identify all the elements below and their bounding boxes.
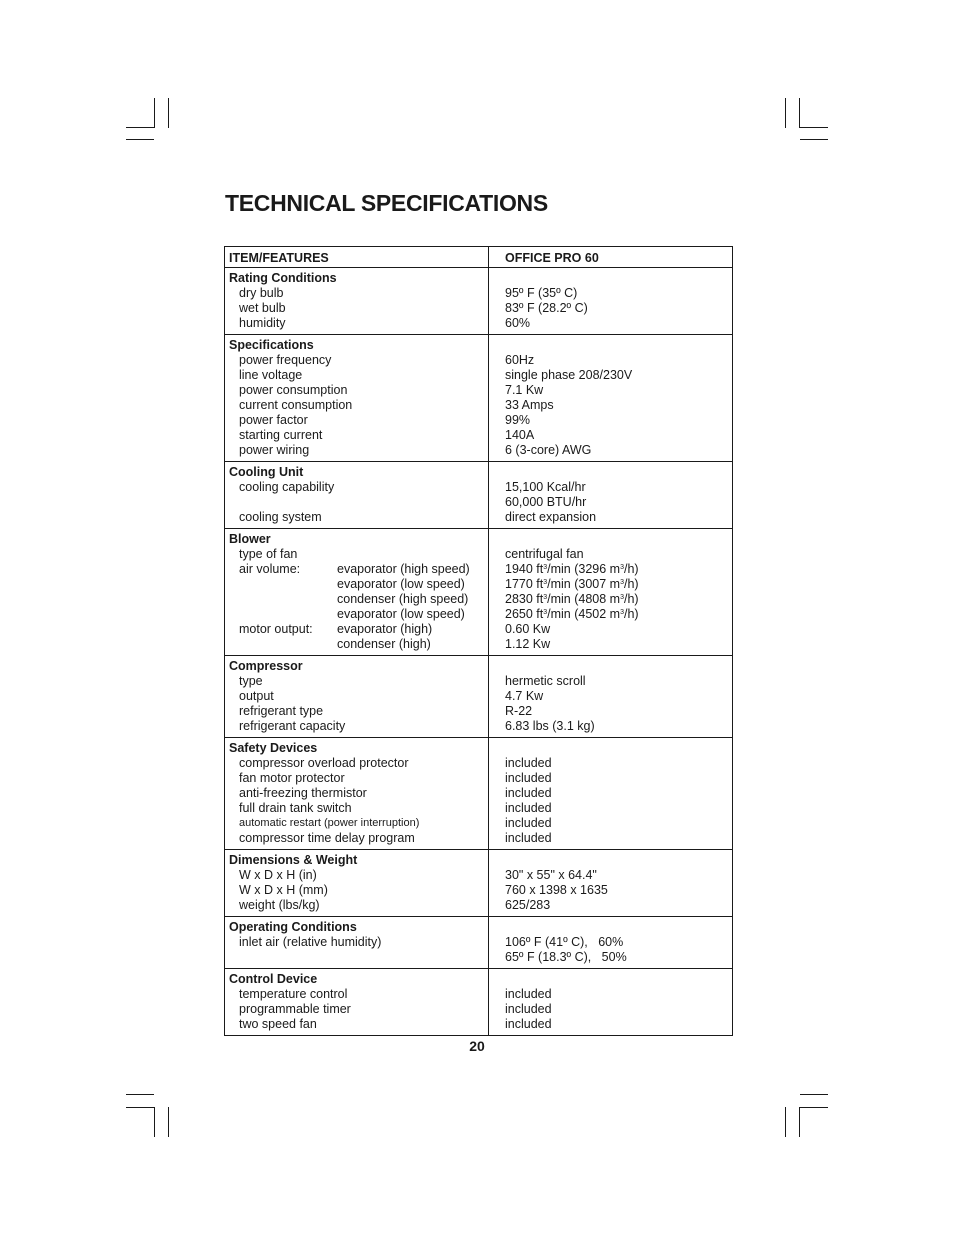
spec-value: 6 (3-core) AWG (505, 443, 592, 457)
spec-value: 2830 $ft^3/\min$ (4808 $m^3/h$) (505, 592, 639, 606)
crop-mark (154, 1107, 155, 1137)
spec-label: type (239, 674, 263, 688)
spec-label: programmable timer (239, 1002, 351, 1016)
section-title: Operating Conditions (229, 920, 357, 934)
spec-sublabel: evaporator (low speed) (337, 577, 465, 591)
spec-value: 60Hz (505, 353, 535, 367)
crop-mark (800, 127, 828, 128)
section-title: Cooling Unit (229, 465, 304, 479)
spec-value: 83º F (28.2º C) (505, 301, 588, 315)
spec-label: full drain tank switch (239, 801, 352, 815)
spec-value: single phase 208/230V (505, 368, 633, 382)
section-compressor (225, 656, 732, 738)
section-control-device (225, 969, 732, 1035)
spec-value: 33 Amps (505, 398, 554, 412)
spec-label: power factor (239, 413, 308, 427)
spec-value: included (505, 801, 552, 815)
spec-value: 15,100 Kcal/hr (505, 480, 586, 494)
section-dimensions-weight (225, 850, 732, 917)
spec-value: included (505, 771, 552, 785)
spec-value: included (505, 1002, 552, 1016)
spec-label: refrigerant type (239, 704, 324, 718)
section-title: Specifications (229, 338, 314, 352)
spec-value: 4.7 Kw (505, 689, 544, 703)
section-title: Dimensions & Weight (229, 853, 358, 867)
spec-value: 60% (505, 316, 531, 330)
spec-label: temperature control (239, 987, 348, 1001)
spec-label: refrigerant capacity (239, 719, 346, 733)
section-operating-conditions (225, 917, 732, 969)
spec-sublabel: evaporator (high speed) (337, 562, 470, 576)
spec-label: starting current (239, 428, 323, 442)
spec-label: cooling system (239, 510, 322, 524)
spec-label: fan motor protector (239, 771, 345, 785)
spec-sublabel: evaporator (high) (337, 622, 433, 636)
spec-value: 60,000 BTU/hr (505, 495, 587, 509)
spec-label: line voltage (239, 368, 303, 382)
spec-label: anti-freezing thermistor (239, 786, 367, 800)
crop-mark (168, 1107, 169, 1137)
section-title: Rating Conditions (229, 271, 337, 285)
crop-mark (126, 127, 154, 128)
crop-mark (799, 1107, 800, 1137)
spec-label: automatic restart (power interruption) (239, 817, 420, 829)
spec-sublabel: condenser (high speed) (337, 592, 469, 606)
spec-label: weight (lbs/kg) (239, 898, 320, 912)
section-title: Control Device (229, 972, 318, 986)
spec-value: included (505, 1017, 552, 1031)
crop-mark (800, 1107, 828, 1108)
spec-value: 625/283 (505, 898, 551, 912)
spec-value: included (505, 831, 552, 845)
crop-mark (785, 98, 786, 128)
section-rating-conditions (225, 268, 732, 335)
crop-mark (800, 1094, 828, 1095)
section-title: Safety Devices (229, 741, 318, 755)
header-model: OFFICE PRO 60 (505, 251, 599, 265)
section-title: Compressor (229, 659, 303, 673)
crop-mark (126, 1107, 154, 1108)
spec-value: 30" x 55" x 64.4" (505, 868, 597, 882)
page-number: 20 (469, 1038, 485, 1054)
crop-mark (800, 139, 828, 140)
header-item-features: ITEM/FEATURES (225, 247, 489, 267)
spec-value: hermetic scroll (505, 674, 586, 688)
page-title: TECHNICAL SPECIFICATIONS (225, 190, 548, 216)
spec-value: 106º F (41º C), 60% (505, 935, 624, 949)
crop-mark (126, 1094, 154, 1095)
spec-label: compressor overload protector (239, 756, 409, 770)
section-blower (225, 529, 732, 656)
spec-label: motor output: (239, 622, 313, 636)
spec-value: 1.12 Kw (505, 637, 551, 651)
crop-mark (785, 1107, 786, 1137)
spec-value: 140A (505, 428, 535, 442)
section-cooling-unit (225, 462, 732, 529)
spec-sublabel: condenser (high) (337, 637, 431, 651)
spec-value: 2650 $ft^3/\min$ (4502 $m^3/h$) (505, 607, 639, 621)
spec-label: two speed fan (239, 1017, 317, 1031)
spec-label: compressor time delay program (239, 831, 415, 845)
spec-value: 760 x 1398 x 1635 (505, 883, 608, 897)
crop-mark (799, 98, 800, 128)
section-title: Blower (229, 532, 271, 546)
spec-label: wet bulb (239, 301, 286, 315)
spec-label: W x D x H (in) (239, 868, 317, 882)
spec-sublabel: evaporator (low speed) (337, 607, 465, 621)
spec-value: direct expansion (505, 510, 597, 524)
crop-mark (154, 98, 155, 128)
spec-label: output (239, 689, 274, 703)
section-specifications (225, 335, 732, 462)
spec-label: dry bulb (239, 286, 284, 300)
spec-value: centrifugal fan (505, 547, 584, 561)
table-header (225, 247, 732, 268)
spec-value: included (505, 987, 552, 1001)
spec-value: 1770 $ft^3/\min$ (3007 $m^3/h$) (505, 577, 639, 591)
spec-label: air volume: (239, 562, 301, 576)
section-safety-devices (225, 738, 732, 850)
crop-mark (168, 98, 169, 128)
spec-value: R-22 (505, 704, 533, 718)
crop-mark (126, 139, 154, 140)
spec-value: 7.1 Kw (505, 383, 544, 397)
spec-value: 99% (505, 413, 531, 427)
spec-value: 65º F (18.3º C), 50% (505, 950, 627, 964)
spec-label: humidity (239, 316, 286, 330)
spec-value: 6.83 lbs (3.1 kg) (505, 719, 595, 733)
spec-value: 0.60 Kw (505, 622, 551, 636)
spec-table (224, 246, 733, 1036)
spec-label: type of fan (239, 547, 298, 561)
spec-label: W x D x H (mm) (239, 883, 328, 897)
spec-label: power consumption (239, 383, 348, 397)
spec-value: 95º F (35º C) (505, 286, 578, 300)
spec-value: included (505, 786, 552, 800)
spec-label: cooling capability (239, 480, 335, 494)
spec-value: included (505, 816, 552, 830)
spec-label: current consumption (239, 398, 353, 412)
spec-label: inlet air (relative humidity) (239, 935, 382, 949)
spec-label: power frequency (239, 353, 332, 367)
spec-value: 1940 $ft^3/\min$ (3296 $m^3/h$) (505, 562, 639, 576)
spec-label: power wiring (239, 443, 310, 457)
spec-value: included (505, 756, 552, 770)
